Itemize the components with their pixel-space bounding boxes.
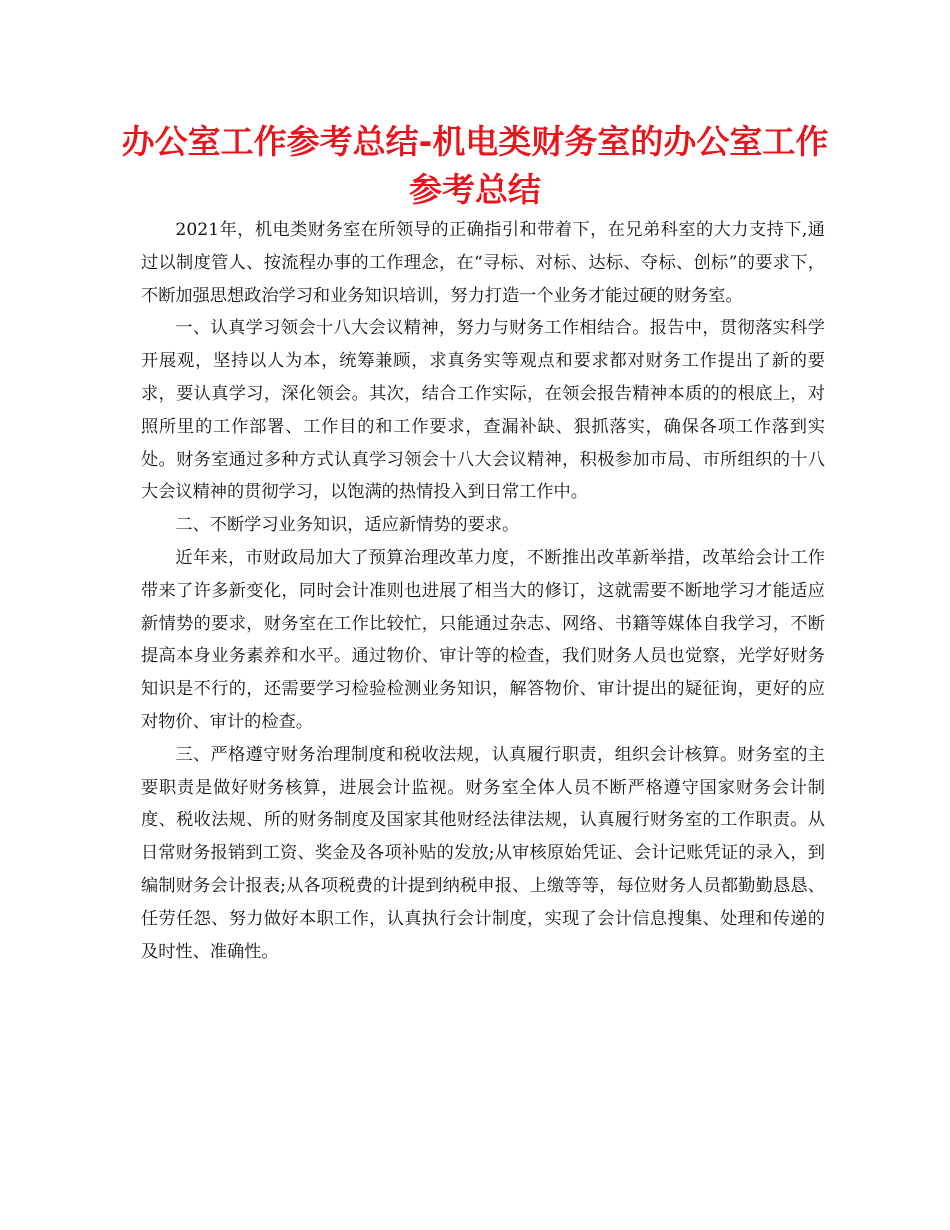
paragraph: 近年来，市财政局加大了预算治理改革力度，不断推出改革新举措，改革给会计工作带来了许多新变化，同时会计准则也进展了相当大的修订，这就需要不断地学习才能适应新情势的要求，财务室在工作比较忙，只能通过杂志、网络、书籍等媒体自我学习，不断提高本身业务素养和水平。通过物价、审计等的检查，我们财务人员也觉察，光学好财务知识是不行的，还需要学习检验检测业务知识，解答物价、审计提出的疑征询，更好的应对物价、审计的检查。 xyxy=(141,547,825,732)
paragraph: 三、严格遵守财务治理制度和税收法规，认真履行职责，组织会计核算。财务室的主要职责是做好财务核算，进展会计监视。财务室全体人员不断严格遵守国家财务会计制度、税收法规、所的财务制度及国家其他财经法律法规，认真履行财务室的工作职责。从日常财务报销到工资、奖金及各项补贴的发放;从审核原始凭证、会计记账凭证的录入，到编制财务会计报表;从各项税费的计提到纳税申报、上缴等等，每位财务人员都勤勤恳恳、任劳任怨、努力做好本职工作，认真执行会计制度，实现了会计信息搜集、处理和传递的及时性、准确性。 xyxy=(141,744,825,962)
section-heading: 二、不断学习业务知识，适应新情势的要求。 xyxy=(175,515,520,536)
document-body xyxy=(141,214,825,968)
document-title: 办公室工作参考总结-机电类财务室的办公室工作参考总结 xyxy=(121,122,829,209)
paragraph: 2021年，机电类财务室在所领导的正确指引和带着下，在兄弟科室的大力支持下,通过以制度管人、按流程办事的工作理念，在“寻标、对标、达标、夺标、创标”的要求下，不断加强思想政治学习和业务知识培训，努力打造一个业务才能过硬的财务室。 xyxy=(141,220,825,306)
paragraph: 一、认真学习领会十八大会议精神，努力与财务工作相结合。报告中，贯彻落实科学开展观，坚持以人为本，统筹兼顾，求真务实等观点和要求都对财务工作提出了新的要求，要认真学习，深化领会。其次，结合工作实际，在领会报告精神本质的的根底上，对照所里的工作部署、工作目的和工作要求，查漏补缺、狠抓落实，确保各项工作落到实处。财务室通过多种方式认真学习领会十八大会议精神，积极参加市局、市所组织的十八大会议精神的贯彻学习，以饱满的热情投入到日常工作中。 xyxy=(141,318,825,503)
